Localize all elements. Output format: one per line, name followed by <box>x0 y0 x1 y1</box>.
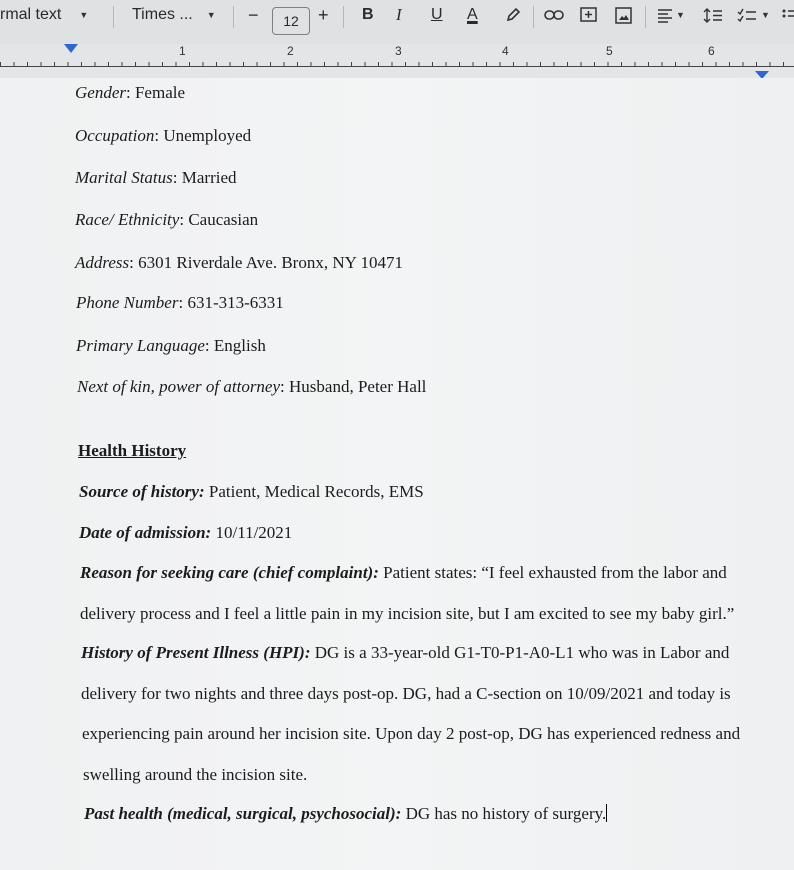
add-comment-icon[interactable] <box>580 0 597 30</box>
font-family-label: Times ... <box>132 6 193 23</box>
chief-complaint-line: Reason for seeking care (chief complaint): Patient states: “I feel exhausted from the labor and <box>80 563 727 582</box>
address-line: Address: 6301 Riverdale Ave. Bronx, NY 10471 <box>75 253 404 272</box>
ruler-number: 6 <box>708 44 715 58</box>
chevron-down-icon: ▼ <box>676 10 685 20</box>
chief-complaint-line-2: delivery process and I feel a little pain in my incision site, but I am excited to see my baby girl.” <box>80 604 735 623</box>
source-of-history-line: Source of history: Patient, Medical Records, EMS <box>79 482 424 501</box>
italic-button[interactable]: I <box>396 5 402 24</box>
bulleted-list-icon[interactable] <box>782 0 794 30</box>
health-history-heading: Health History <box>78 441 187 460</box>
hpi-line: History of Present Illness (HPI): DG is a 33-year-old G1-T0-P1-A0-L1 who was in Labor and <box>81 643 730 662</box>
race-ethnicity-line: Race/ Ethnicity: Caucasian <box>75 210 259 229</box>
left-indent-marker[interactable] <box>64 44 78 53</box>
insert-image-icon[interactable] <box>615 0 632 30</box>
hpi-line-2: delivery for two nights and three days post-op. DG, had a C-section on 10/09/2021 and today is <box>81 684 731 703</box>
ruler-number: 4 <box>502 44 509 58</box>
insert-link-icon[interactable] <box>544 0 564 30</box>
chevron-down-icon: ▼ <box>79 10 89 20</box>
ruler-number: 5 <box>606 44 613 58</box>
underline-button[interactable]: U <box>431 6 443 23</box>
hpi-line-3: experiencing pain around her incision site. Upon day 2 post-op, DG has experienced redness and <box>82 724 741 743</box>
minus-icon: − <box>248 4 259 25</box>
toolbar <box>0 0 794 44</box>
text-cursor <box>606 804 607 822</box>
plus-icon: + <box>318 4 329 25</box>
paragraph-style-dropdown[interactable] <box>0 0 88 30</box>
phone-number-line: Phone Number: 631-313-6331 <box>76 293 284 312</box>
primary-language-line: Primary Language: English <box>76 336 266 355</box>
chevron-down-icon: ▼ <box>761 10 770 20</box>
ruler-ticks <box>0 62 794 67</box>
ruler-number: 2 <box>287 44 294 58</box>
ruler-number: 3 <box>395 44 402 58</box>
marital-status-line: Marital Status: Married <box>75 168 237 187</box>
hpi-line-4: swelling around the incision site. <box>83 765 308 784</box>
checklist-icon <box>737 8 757 23</box>
line-spacing-icon[interactable] <box>703 0 723 30</box>
paragraph-style-label: rmal text <box>0 6 62 23</box>
decrease-font-size-button[interactable] <box>248 0 259 30</box>
divider <box>233 6 234 28</box>
font-family-dropdown[interactable] <box>132 0 216 30</box>
divider <box>113 6 114 28</box>
increase-font-size-button[interactable] <box>318 0 329 30</box>
divider <box>645 6 646 28</box>
checklist-dropdown[interactable] <box>737 0 770 30</box>
divider <box>533 6 534 28</box>
divider <box>343 6 344 28</box>
next-of-kin-line: Next of kin, power of attorney: Husband, Peter Hall <box>77 377 427 396</box>
chevron-down-icon: ▼ <box>206 10 216 20</box>
gender-line: Gender: Female <box>75 83 186 102</box>
highlight-pen-icon[interactable] <box>505 0 521 30</box>
bold-button[interactable]: B <box>362 6 374 23</box>
align-left-icon <box>657 8 673 23</box>
align-dropdown[interactable] <box>657 0 685 30</box>
date-of-admission-line: Date of admission: 10/11/2021 <box>79 523 293 542</box>
font-size-input[interactable]: 12 <box>272 7 310 35</box>
ruler-number: 1 <box>179 44 186 58</box>
occupation-line: Occupation: Unemployed <box>75 126 252 145</box>
text-color-button[interactable]: A <box>467 6 478 23</box>
past-health-line: Past health (medical, surgical, psychosocial): DG has no history of surgery. <box>84 804 607 823</box>
document-page[interactable] <box>0 78 794 870</box>
